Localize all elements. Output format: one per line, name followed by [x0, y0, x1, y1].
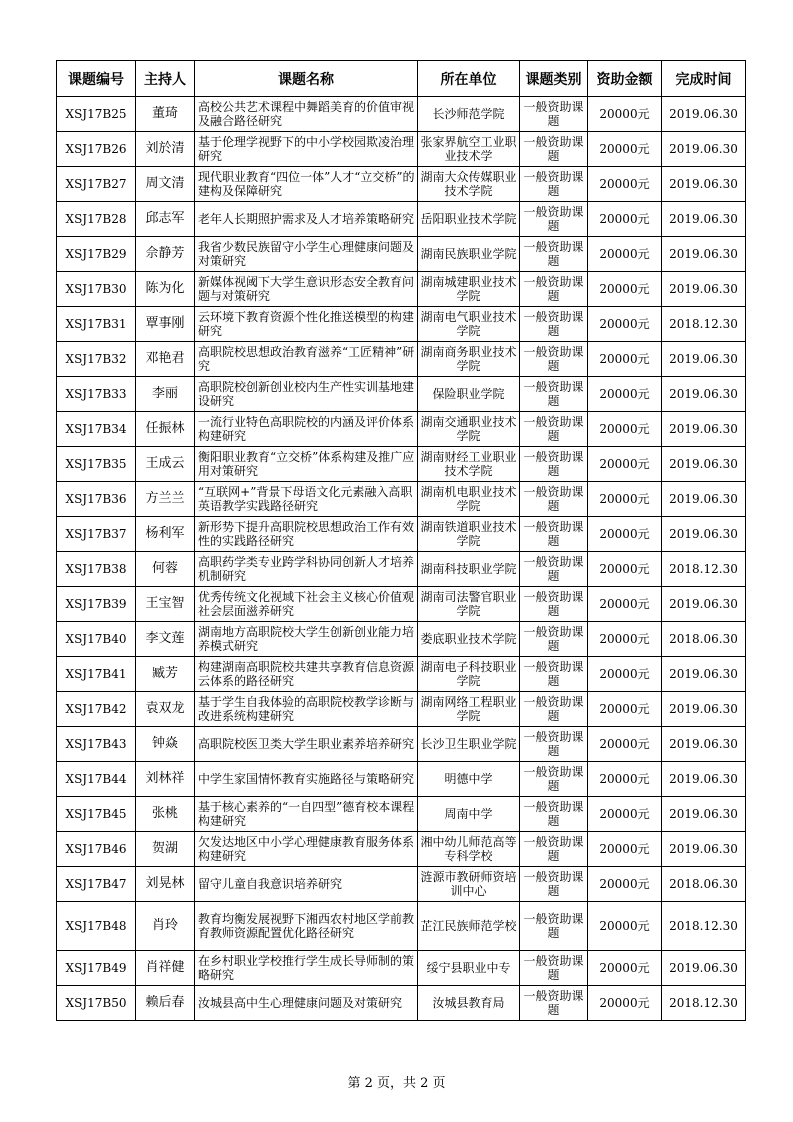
project-title: 高职院校思想政治教育滋养“工匠精神”研究: [195, 342, 418, 377]
project-date: 2019.06.30: [662, 167, 746, 202]
project-code: XSJ17B41: [57, 657, 136, 692]
project-code: XSJ17B39: [57, 587, 136, 622]
table-row: [57, 587, 746, 622]
project-date: 2019.06.30: [662, 342, 746, 377]
project-amount: 20000元: [588, 832, 662, 867]
project-code: XSJ17B47: [57, 867, 136, 902]
project-host: 臧芳: [136, 657, 195, 692]
project-amount: 20000元: [588, 342, 662, 377]
table-row: [57, 482, 746, 517]
project-unit: 涟源市教研师资培训中心: [418, 867, 520, 902]
project-amount: 20000元: [588, 97, 662, 132]
project-amount: 20000元: [588, 692, 662, 727]
project-title: 汝城县高中生心理健康问题及对策研究: [195, 986, 418, 1021]
project-host: 何蓉: [136, 552, 195, 587]
project-unit: 湖南财经工业职业技术学院: [418, 447, 520, 482]
project-date: 2018.06.30: [662, 622, 746, 657]
project-type: 一般资助课题: [520, 762, 588, 797]
project-host: 肖玲: [136, 902, 195, 951]
project-amount: 20000元: [588, 307, 662, 342]
project-date: 2019.06.30: [662, 762, 746, 797]
table-row: [57, 727, 746, 762]
project-type: 一般资助课题: [520, 832, 588, 867]
project-code: XSJ17B46: [57, 832, 136, 867]
project-code: XSJ17B28: [57, 202, 136, 237]
project-type: 一般资助课题: [520, 482, 588, 517]
table-row: [57, 342, 746, 377]
project-title: 高校公共艺术课程中舞蹈美育的价值审视及融合路径研究: [195, 97, 418, 132]
project-host: 贺湖: [136, 832, 195, 867]
project-unit: 湖南民族职业学院: [418, 237, 520, 272]
project-type: 一般资助课题: [520, 902, 588, 951]
project-type: 一般资助课题: [520, 342, 588, 377]
project-title: 高职药学类专业跨学科协同创新人才培养机制研究: [195, 552, 418, 587]
project-code: XSJ17B42: [57, 692, 136, 727]
project-amount: 20000元: [588, 377, 662, 412]
project-unit: 芷江民族师范学校: [418, 902, 520, 951]
table-row: [57, 167, 746, 202]
table-row: [57, 657, 746, 692]
project-unit: 湖南电气职业技术学院: [418, 307, 520, 342]
project-title: 留守儿童自我意识培养研究: [195, 867, 418, 902]
project-type: 一般资助课题: [520, 951, 588, 986]
project-amount: 20000元: [588, 447, 662, 482]
project-date: 2018.12.30: [662, 986, 746, 1021]
project-code: XSJ17B35: [57, 447, 136, 482]
header-code: 课题编号: [57, 61, 136, 97]
project-code: XSJ17B37: [57, 517, 136, 552]
project-title: 现代职业教育“四位一体”人才“立交桥”的建构及保障研究: [195, 167, 418, 202]
table-row: [57, 272, 746, 307]
project-code: XSJ17B30: [57, 272, 136, 307]
project-unit: 湖南交通职业技术学院: [418, 412, 520, 447]
project-title: 在乡村职业学校推行学生成长导师制的策略研究: [195, 951, 418, 986]
project-unit: 湖南司法警官职业学院: [418, 587, 520, 622]
project-code: XSJ17B34: [57, 412, 136, 447]
table-row: [57, 622, 746, 657]
project-amount: 20000元: [588, 412, 662, 447]
project-unit: 湖南商务职业技术学院: [418, 342, 520, 377]
project-code: XSJ17B43: [57, 727, 136, 762]
project-unit: 娄底职业技术学院: [418, 622, 520, 657]
header-type: 课题类别: [520, 61, 588, 97]
project-host: 邱志军: [136, 202, 195, 237]
header-amount: 资助金额: [588, 61, 662, 97]
header-unit: 所在单位: [418, 61, 520, 97]
project-unit: 汝城县教育局: [418, 986, 520, 1021]
project-date: 2019.06.30: [662, 657, 746, 692]
project-unit: 湖南机电职业技术学院: [418, 482, 520, 517]
project-date: 2019.06.30: [662, 447, 746, 482]
project-date: 2018.12.30: [662, 307, 746, 342]
project-date: 2019.06.30: [662, 237, 746, 272]
project-date: 2018.12.30: [662, 902, 746, 951]
project-host: 钟焱: [136, 727, 195, 762]
project-code: XSJ17B29: [57, 237, 136, 272]
project-unit: 保险职业学院: [418, 377, 520, 412]
project-type: 一般资助课题: [520, 237, 588, 272]
project-amount: 20000元: [588, 867, 662, 902]
project-unit: 张家界航空工业职业技术学: [418, 132, 520, 167]
project-host: 王成云: [136, 447, 195, 482]
project-code: XSJ17B27: [57, 167, 136, 202]
project-unit: 湖南网络工程职业学院: [418, 692, 520, 727]
project-code: XSJ17B38: [57, 552, 136, 587]
project-type: 一般资助课题: [520, 97, 588, 132]
project-type: 一般资助课题: [520, 132, 588, 167]
project-date: 2019.06.30: [662, 797, 746, 832]
project-host: 董琦: [136, 97, 195, 132]
project-amount: 20000元: [588, 552, 662, 587]
project-host: 赖后春: [136, 986, 195, 1021]
project-code: XSJ17B26: [57, 132, 136, 167]
project-amount: 20000元: [588, 951, 662, 986]
project-code: XSJ17B40: [57, 622, 136, 657]
project-code: XSJ17B31: [57, 307, 136, 342]
project-code: XSJ17B48: [57, 902, 136, 951]
project-table: [56, 60, 746, 1021]
table-row: [57, 692, 746, 727]
project-code: XSJ17B33: [57, 377, 136, 412]
project-amount: 20000元: [588, 482, 662, 517]
project-title: 基于核心素养的“一自四型”德育校本课程构建研究: [195, 797, 418, 832]
project-type: 一般资助课题: [520, 167, 588, 202]
project-amount: 20000元: [588, 202, 662, 237]
project-type: 一般资助课题: [520, 377, 588, 412]
table-row: [57, 762, 746, 797]
table-body: [57, 97, 746, 1021]
project-date: 2019.06.30: [662, 412, 746, 447]
project-amount: 20000元: [588, 622, 662, 657]
project-code: XSJ17B25: [57, 97, 136, 132]
project-amount: 20000元: [588, 132, 662, 167]
table-row: [57, 867, 746, 902]
project-host: 佘静芳: [136, 237, 195, 272]
project-title: 一流行业特色高职院校的内涵及评价体系构建研究: [195, 412, 418, 447]
project-amount: 20000元: [588, 167, 662, 202]
project-host: 任振林: [136, 412, 195, 447]
project-code: XSJ17B32: [57, 342, 136, 377]
project-unit: 湖南大众传媒职业技术学院: [418, 167, 520, 202]
project-code: XSJ17B45: [57, 797, 136, 832]
project-type: 一般资助课题: [520, 202, 588, 237]
table-row: [57, 97, 746, 132]
project-type: 一般资助课题: [520, 447, 588, 482]
project-title: “互联网+”背景下母语文化元素融入高职英语教学实践路径研究: [195, 482, 418, 517]
project-amount: 20000元: [588, 587, 662, 622]
project-title: 新形势下提升高职院校思想政治工作有效性的实践路径研究: [195, 517, 418, 552]
project-type: 一般资助课题: [520, 986, 588, 1021]
project-host: 刘林祥: [136, 762, 195, 797]
project-title: 构建湖南高职院校共建共享教育信息资源云体系的路径研究: [195, 657, 418, 692]
project-type: 一般资助课题: [520, 727, 588, 762]
project-host: 周文清: [136, 167, 195, 202]
project-unit: 长沙卫生职业学院: [418, 727, 520, 762]
table-row: [57, 832, 746, 867]
project-amount: 20000元: [588, 727, 662, 762]
project-date: 2019.06.30: [662, 692, 746, 727]
project-host: 覃事刚: [136, 307, 195, 342]
table-row: [57, 447, 746, 482]
project-title: 老年人长期照护需求及人才培养策略研究: [195, 202, 418, 237]
project-amount: 20000元: [588, 237, 662, 272]
table-row: [57, 517, 746, 552]
table-row: [57, 307, 746, 342]
project-code: XSJ17B49: [57, 951, 136, 986]
table-row: [57, 797, 746, 832]
project-date: 2018.06.30: [662, 867, 746, 902]
project-type: 一般资助课题: [520, 272, 588, 307]
project-unit: 绥宁县职业中专: [418, 951, 520, 986]
project-date: 2019.06.30: [662, 132, 746, 167]
project-type: 一般资助课题: [520, 692, 588, 727]
project-host: 袁双龙: [136, 692, 195, 727]
project-unit: 湖南城建职业技术学院: [418, 272, 520, 307]
project-title: 教育均衡发展视野下湘西农村地区学前教育教师资源配置优化路径研究: [195, 902, 418, 951]
project-code: XSJ17B36: [57, 482, 136, 517]
project-type: 一般资助课题: [520, 867, 588, 902]
project-amount: 20000元: [588, 986, 662, 1021]
project-host: 李丽: [136, 377, 195, 412]
project-amount: 20000元: [588, 517, 662, 552]
project-code: XSJ17B44: [57, 762, 136, 797]
table-row: [57, 237, 746, 272]
project-host: 陈为化: [136, 272, 195, 307]
project-host: 刘晃林: [136, 867, 195, 902]
project-type: 一般资助课题: [520, 622, 588, 657]
project-title: 新媒体视阈下大学生意识形态安全教育问题与对策研究: [195, 272, 418, 307]
project-amount: 20000元: [588, 797, 662, 832]
project-title: 高职院校医卫类大学生职业素养培养研究: [195, 727, 418, 762]
project-code: XSJ17B50: [57, 986, 136, 1021]
project-unit: 湖南铁道职业技术学院: [418, 517, 520, 552]
project-type: 一般资助课题: [520, 307, 588, 342]
table-row: [57, 412, 746, 447]
project-host: 杨利军: [136, 517, 195, 552]
project-host: 肖祥健: [136, 951, 195, 986]
project-date: 2019.06.30: [662, 832, 746, 867]
project-host: 王宝智: [136, 587, 195, 622]
project-type: 一般资助课题: [520, 552, 588, 587]
project-title: 欠发达地区中小学心理健康教育服务体系构建研究: [195, 832, 418, 867]
project-type: 一般资助课题: [520, 657, 588, 692]
project-date: 2019.06.30: [662, 272, 746, 307]
project-unit: 湘中幼儿师范高等专科学校: [418, 832, 520, 867]
page-footer: 第 2 页，共 2 页: [347, 1076, 446, 1091]
table-row: [57, 986, 746, 1021]
project-amount: 20000元: [588, 657, 662, 692]
table-row: [57, 552, 746, 587]
project-title: 我省少数民族留守小学生心理健康问题及对策研究: [195, 237, 418, 272]
project-date: 2019.06.30: [662, 377, 746, 412]
project-unit: 周南中学: [418, 797, 520, 832]
project-host: 李文莲: [136, 622, 195, 657]
project-type: 一般资助课题: [520, 412, 588, 447]
project-amount: 20000元: [588, 272, 662, 307]
project-host: 刘於清: [136, 132, 195, 167]
project-title: 优秀传统文化视域下社会主义核心价值观社会层面滋养研究: [195, 587, 418, 622]
project-date: 2019.06.30: [662, 587, 746, 622]
project-date: 2019.06.30: [662, 517, 746, 552]
project-title: 衡阳职业教育“立交桥”体系构建及推广应用对策研究: [195, 447, 418, 482]
table-row: [57, 377, 746, 412]
project-title: 湖南地方高职院校大学生创新创业能力培养模式研究: [195, 622, 418, 657]
project-amount: 20000元: [588, 902, 662, 951]
project-unit: 长沙师范学院: [418, 97, 520, 132]
project-type: 一般资助课题: [520, 517, 588, 552]
project-date: 2019.06.30: [662, 97, 746, 132]
header-host: 主持人: [136, 61, 195, 97]
table-row: [57, 902, 746, 951]
project-date: 2018.12.30: [662, 552, 746, 587]
project-date: 2019.06.30: [662, 951, 746, 986]
table-row: [57, 951, 746, 986]
table-row: [57, 132, 746, 167]
project-date: 2019.06.30: [662, 202, 746, 237]
project-title: 高职院校创新创业校内生产性实训基地建设研究: [195, 377, 418, 412]
header-date: 完成时间: [662, 61, 746, 97]
project-title: 中学生家国情怀教育实施路径与策略研究: [195, 762, 418, 797]
header-title: 课题名称: [195, 61, 418, 97]
project-host: 邓艳君: [136, 342, 195, 377]
project-amount: 20000元: [588, 762, 662, 797]
project-host: 张桃: [136, 797, 195, 832]
project-unit: 湖南电子科技职业学院: [418, 657, 520, 692]
project-date: 2019.06.30: [662, 727, 746, 762]
project-title: 基于伦理学视野下的中小学校园欺凌治理研究: [195, 132, 418, 167]
project-unit: 岳阳职业技术学院: [418, 202, 520, 237]
project-date: 2019.06.30: [662, 482, 746, 517]
project-type: 一般资助课题: [520, 587, 588, 622]
project-title: 云环境下教育资源个性化推送模型的构建研究: [195, 307, 418, 342]
project-unit: 明德中学: [418, 762, 520, 797]
project-type: 一般资助课题: [520, 797, 588, 832]
project-host: 方兰兰: [136, 482, 195, 517]
table-row: [57, 202, 746, 237]
project-title: 基于学生自我体验的高职院校教学诊断与改进系统构建研究: [195, 692, 418, 727]
project-unit: 湖南科技职业学院: [418, 552, 520, 587]
table-header-row: [57, 61, 746, 97]
